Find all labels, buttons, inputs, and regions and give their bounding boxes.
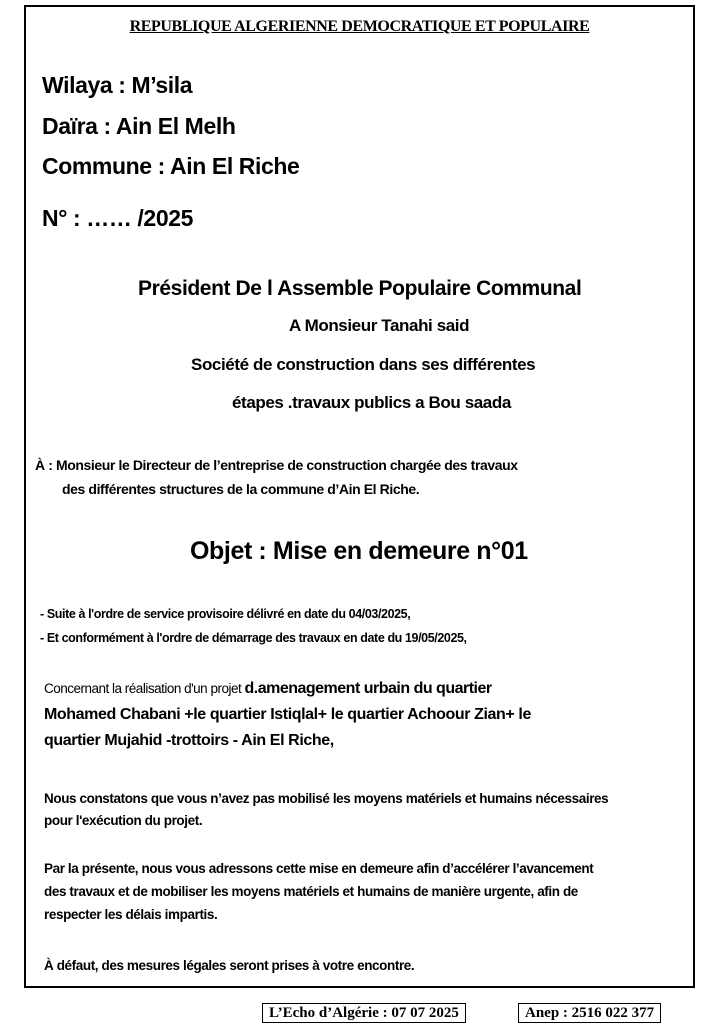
- company-line-2: étapes .travaux publics a Bou saada: [232, 393, 511, 412]
- republic-header: REPUBLIQUE ALGERIENNE DEMOCRATIQUE ET POPULAIRE: [129, 18, 590, 35]
- paragraph-2-line-1: Par la présente, nous vous adressons cette mise en demeure afin d’accélérer l’avancement: [44, 861, 594, 876]
- sender-title: Président De l Assemble Populaire Communal: [138, 277, 582, 300]
- bullet-1: - Suite à l'ordre de service provisoire délivré en date du 04/03/2025,: [40, 607, 411, 621]
- daira: Daïra : Ain El Melh: [42, 113, 236, 139]
- project-line-1: [44, 680, 492, 698]
- company-line-1: Société de construction dans ses différentes: [191, 355, 536, 374]
- recipient-line-2: des différentes structures de la commune d’Ain El Riche.: [62, 481, 420, 497]
- anep-box: Anep : 2516 022 377: [518, 1003, 661, 1023]
- recipient-line-1: À : Monsieur le Directeur de l’entreprise de construction chargée des travaux: [35, 457, 518, 473]
- project-name-1: d.amenagement urbain du quartier: [244, 680, 492, 697]
- paragraph-3: À défaut, des mesures légales seront prises à votre encontre.: [44, 958, 415, 973]
- wilaya: Wilaya : M’sila: [42, 72, 193, 98]
- addressee-line: A Monsieur Tanahi said: [289, 316, 470, 335]
- object-title: Objet : Mise en demeure n°01: [190, 537, 528, 565]
- paragraph-1-line-1: Nous constatons que vous n’avez pas mobilisé les moyens matériels et humains nécessaires: [44, 791, 609, 806]
- commune: Commune : Ain El Riche: [42, 153, 300, 179]
- reference-number: N° : …… /2025: [42, 205, 193, 231]
- paragraph-1-line-2: pour l'exécution du projet.: [44, 813, 203, 828]
- paragraph-2-line-3: respecter les délais impartis.: [44, 907, 218, 922]
- project-line-2: Mohamed Chabani +le quartier Istiqlal+ le quartier Achoour Zian+ le: [44, 706, 531, 723]
- paragraph-2-line-2: des travaux et de mobiliser les moyens matériels et humains de manière urgente, afin de: [44, 884, 578, 899]
- bullet-2: - Et conformément à l'ordre de démarrage des travaux en date du 19/05/2025,: [40, 631, 467, 645]
- publication-box: L’Echo d’Algérie : 07 07 2025: [262, 1003, 466, 1023]
- project-line-3: quartier Mujahid -trottoirs - Ain El Riche,: [44, 732, 334, 749]
- project-intro: Concernant la réalisation d'un projet: [44, 681, 245, 696]
